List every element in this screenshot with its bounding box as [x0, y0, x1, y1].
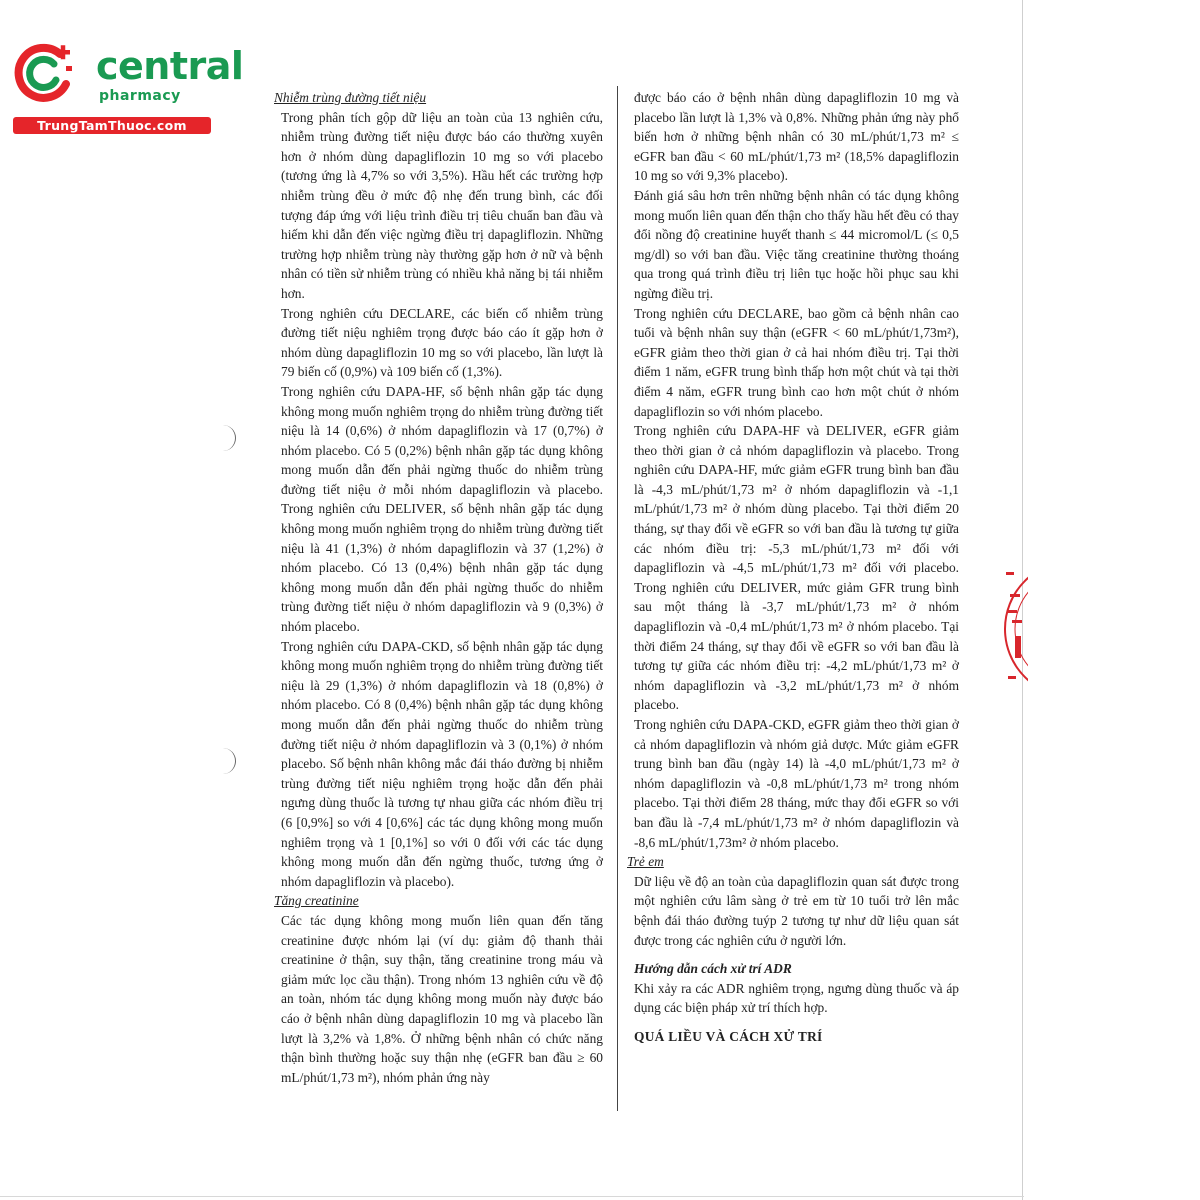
paragraph: được báo cáo ở bệnh nhân dùng dapagliflozin 10 mg và placebo lần lượt là 1,3% và 0,8%. Những phản ứng này phổ biến hơn ở những bệnh nhân có 30 mL/phút/1,73 m² ≤ eGFR ban đầu < 60 mL/phút/1,73 m² (18,5% dapagliflozin 10 mg so với 9,3% placebo). [634, 90, 959, 184]
pharmacy-cross-icon [10, 42, 74, 104]
heading-urinary-infection: Nhiễm trùng đường tiết niệu [274, 90, 427, 105]
heading-adr-guidance: Hướng dẫn cách xử trí ADR [634, 961, 792, 977]
brand-name: central [96, 44, 244, 88]
central-pharmacy-logo[interactable] [10, 36, 244, 136]
paragraph: Dữ liệu về độ an toàn của dapagliflozin quan sát được trong một nghiên cứu lâm sàng ở trẻ em từ 10 tuổi trở lên mắc bệnh đái tháo đường tuýp 2 tương tự như dữ liệu quan sát được trong các nghiên cứu ở người lớn. [634, 873, 959, 948]
paragraph: Trong nghiên cứu DECLARE, bao gồm cả bệnh nhân cao tuổi và bệnh nhân suy thận (eGFR < 60 mL/phút/1,73m²), eGFR giảm theo thời gian ở cả hai nhóm điều trị. Tại thời điểm 1 năm, eGFR trung bình thấp hơn một chút và tại thời điểm 4 năm, eGFR trung bình cao hơn một chút ở nhóm dapagliflozin so với nhóm placebo. [634, 305, 959, 419]
paragraph: Các tác dụng không mong muốn liên quan đến tăng creatinine được nhóm lại (ví dụ: giảm độ thanh thải creatinine ở thận, suy thận, tăng creatinine trong máu và giảm mức lọc cầu thận). Trong nhóm 13 nghiên cứu về độ an toàn, nhóm tác dụng không mong muốn này được báo cáo ở bệnh nhân dùng dapagliflozin 10 mg và placebo lần lượt là 3,2% và 1,8%. Ở những bệnh nhân có chức năng thận bình thường hoặc suy thận nhẹ (eGFR ban đầu ≥ 60 mL/phút/1,73 m²), nhóm phản ứng này [281, 912, 603, 1085]
paragraph: Trong nghiên cứu DECLARE, các biến cố nhiễm trùng đường tiết niệu nghiêm trọng được báo cáo ít gặp hơn ở nhóm dùng dapagliflozin 10 mg so với placebo, lần lượt là 79 biến cố (0,9%) và 109 biến cố (1,3%). [281, 305, 603, 380]
paragraph: Trong nghiên cứu DAPA-HF và DELIVER, eGFR giảm theo thời gian ở cả nhóm dapagliflozin và placebo. Trong nghiên cứu DAPA-HF, mức giảm eGFR trung bình ban đầu là -4,3 mL/phút/1,73 m² ở nhóm dapagliflozin và -1,1 mL/phút/1,73 m² ở nhóm dùng placebo. Tại thời điểm 20 tháng, sự thay đổi về eGFR so với ban đầu là tương tự giữa các nhóm điều trị: -5,3 mL/phút/1,73 m² đối với dapagliflozin và -4,5 mL/phút/1,73 m² đối với placebo. Trong nghiên cứu DELIVER, mức giảm GFR trung bình sau một tháng là -3,7 mL/phút/1,73 m² ở nhóm dapagliflozin và -0,4 mL/phút/1,73 m² ở nhóm placebo. Tại thời điểm 24 tháng, sự thay đổi về eGFR so với ban đầu là tương tự giữa các nhóm điều trị: -4,2 mL/phút/1,73 m² ở nhóm dapagliflozin và -3,2 mL/phút/1,73 m² ở nhóm placebo. [634, 423, 959, 713]
paragraph: Khi xảy ra các ADR nghiêm trọng, ngưng dùng thuốc và áp dụng các biện pháp xử trí thích hợp. [634, 980, 959, 1016]
heading-creatinine: Tăng creatinine [274, 893, 359, 909]
paragraph: Trong nghiên cứu DAPA-CKD, eGFR giảm theo thời gian ở cả nhóm dapagliflozin và nhóm giả dược. Mức giảm eGFR trung bình ban đầu (ngày 14) là -4,0 mL/phút/1,73 m² ở nhóm dapagliflozin và -0,8 mL/phút/1,73 m² trong nhóm placebo. Tại thời điểm 28 tháng, mức thay đổi eGFR so với ban đầu là -7,4 mL/phút/1,73 m² ở nhóm dapagliflozin và -8,6 mL/phút/1,73m² ở nhóm placebo. [634, 717, 959, 850]
heading-children: Trẻ em [627, 854, 664, 870]
brand-subtitle: pharmacy [99, 88, 181, 104]
paragraph: Trong phân tích gộp dữ liệu an toàn của 13 nghiên cứu, nhiễm trùng đường tiết niệu được báo cáo thường xuyên hơn ở nhóm dùng dapagliflozin 10 mg so với placebo (tương ứng là 4,7% so với 3,5%). Hầu hết các trường hợp nhiễm trùng đều ở mức độ nhẹ đến trung bình, các đối tượng đáp ứng với liệu trình điều trị tiêu chuẩn ban đầu và hiếm khi dẫn đến việc ngừng điều trị dapagliflozin. Những trường hợp nhiễm trùng này thường gặp hơn ở nữ và bệnh nhân có tiền sử nhiễm trùng có nhiều khả năng bị tái nhiễm hơn. [281, 109, 603, 301]
page-bottom-edge [0, 1196, 1024, 1197]
left-column [274, 88, 603, 1087]
column-divider [617, 86, 618, 1111]
punch-hole-bottom [219, 748, 236, 774]
paragraph: Đánh giá sâu hơn trên những bệnh nhân có tác dụng không mong muốn liên quan đến thận cho thấy hầu hết đều có thay đổi nồng độ creatinine huyết thanh ≤ 44 micromol/L (≤ 0,5 mg/dl) so với ban đầu. Việc tăng creatinine thường thoáng qua trong quá trình điều trị liên tục hoặc hồi phục sau khi ngừng điều trị. [634, 187, 959, 301]
red-stamp-seal [998, 558, 1028, 700]
section-title-overdose: QUÁ LIỀU VÀ CÁCH XỬ TRÍ [634, 1028, 823, 1044]
punch-hole-top [219, 425, 236, 451]
brand-website-banner: TrungTamThuoc.com [13, 117, 211, 134]
paragraph: Trong nghiên cứu DAPA-CKD, số bệnh nhân gặp tác dụng không mong muốn nghiêm trọng do nhiễm trùng đường tiết niệu là 29 (1,3%) ở nhóm dapagliflozin và 18 (0,8%) ở nhóm placebo. Có 8 (0,4%) bệnh nhân gặp tác dụng không mong muốn dẫn đến phải ngừng thuốc do nhiễm trùng đường tiết niệu ở nhóm dapagliflozin và 3 (0,1%) ở nhóm placebo. Số bệnh nhân không mắc đái tháo đường bị nhiễm trùng đường tiết niệu nghiêm trọng hoặc dẫn đến phải ngưng dùng thuốc là tương tự nhau giữa các nhóm điều trị (6 [0,9%] so với 4 [0,6%] các tác dụng không mong muốn nghiêm trọng và 1 [0,1%] so với 0 đối với các tác dụng không mong muốn dẫn đến ngừng thuốc, tương ứng ở nhóm dapagliflozin và placebo). [281, 638, 603, 889]
right-column [627, 88, 959, 1047]
paragraph: Trong nghiên cứu DAPA-HF, số bệnh nhân gặp tác dụng không mong muốn nghiêm trọng do nhiễm trùng đường tiết niệu là 14 (0,6%) ở nhóm dapagliflozin và 17 (0,7%) ở nhóm placebo. Có 5 (0,2%) bệnh nhân gặp tác dụng không mong muốn dẫn đến phải ngừng thuốc do nhiễm trùng đường tiết niệu ở mỗi nhóm dapagliflozin và placebo. Trong nghiên cứu DELIVER, số bệnh nhân gặp tác dụng không mong muốn nghiêm trọng do nhiễm trùng đường tiết niệu là 41 (1,3%) ở nhóm dapagliflozin và 37 (1,2%) ở nhóm placebo. Có 13 (0,4%) bệnh nhân gặp tác dụng không mong muốn dẫn đến phải ngừng thuốc do nhiễm trùng đường tiết niệu ở nhóm dapagliflozin và 9 (0,3%) ở nhóm placebo. [281, 383, 603, 635]
